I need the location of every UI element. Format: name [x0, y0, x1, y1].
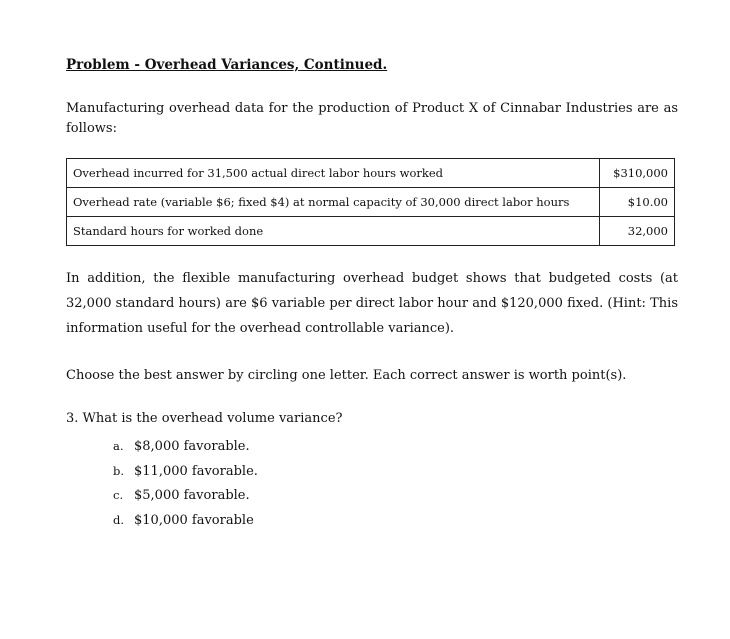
choice-letter: b.: [113, 463, 125, 478]
table-row: [67, 217, 675, 246]
row-value: 32,000: [600, 217, 675, 246]
row-label: Standard hours for worked done: [67, 217, 600, 246]
choice-b[interactable]: [113, 461, 258, 486]
table-row: [67, 159, 675, 188]
choice-text: $8,000 favorable.: [134, 439, 250, 454]
question-text: 3. What is the overhead volume variance?: [66, 411, 343, 426]
budget-paragraph: In addition, the flexible manufacturing overhead budget shows that budgeted costs (at 32,000 standard hours) are $6 variable per direct labor hour and $120,000 fixed. (Hint: This information useful for the overhead controllable variance).: [66, 271, 678, 336]
row-value: $310,000: [600, 159, 675, 188]
table-row: [67, 188, 675, 217]
row-label: Overhead incurred for 31,500 actual direct labor hours worked: [67, 159, 600, 188]
instructions-text: Choose the best answer by circling one letter. Each correct answer is worth point(s).: [66, 368, 627, 383]
choice-letter: d.: [113, 512, 125, 527]
problem-title: Problem - Overhead Variances, Continued.: [66, 57, 388, 73]
row-value: $10.00: [600, 188, 675, 217]
choice-c[interactable]: [113, 485, 258, 510]
overhead-data-table: [66, 158, 675, 246]
choice-d[interactable]: [113, 510, 258, 535]
choice-text: $11,000 favorable.: [134, 463, 258, 479]
intro-paragraph: Manufacturing overhead data for the production of Product X of Cinnabar Industries are as follows:: [66, 101, 678, 136]
answer-choices: [113, 436, 258, 534]
choice-a[interactable]: [113, 436, 258, 461]
choice-letter: a.: [113, 439, 124, 453]
choice-text: $10,000 favorable: [134, 512, 254, 528]
choice-text: $5,000 favorable.: [134, 488, 250, 503]
row-label: Overhead rate (variable $6; fixed $4) at normal capacity of 30,000 direct labor hours: [67, 188, 600, 217]
choice-letter: c.: [113, 488, 124, 502]
